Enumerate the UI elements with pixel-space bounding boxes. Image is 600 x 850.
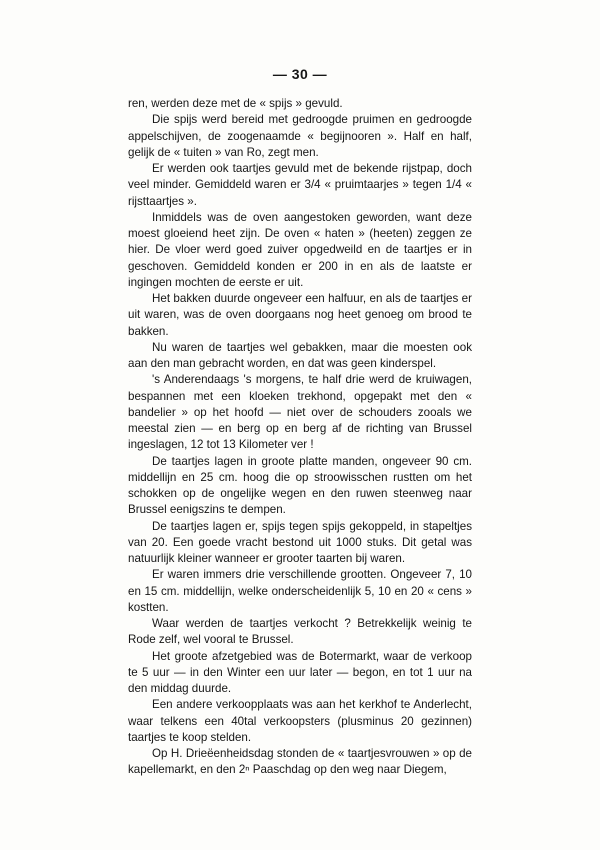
paragraph: Het groote afzetgebied was de Botermarkt, waar de verkoop te 5 uur — in den Winter een uur later — begon, en tot 1 uur na den middag duurde. (128, 649, 472, 695)
paragraph: 's Anderendaags 's morgens, te half drie werd de kruiwagen, bespannen met een kloeken trekhond, opgepakt met den « bandelier » op het hoofd — niet over de schouders zooals we meestal zien — en berg op en berg af de richting van Brussel ingeslagen, 12 tot 13 Kilometer ver ! (128, 373, 472, 452)
paragraph: Nu waren de taartjes wel gebakken, maar die moesten ook aan den man gebracht worden, en dat was geen kinderspel. (128, 340, 472, 370)
page-number: — 30 — (272, 66, 328, 82)
paragraph: De taartjes lagen in groote platte manden, ongeveer 90 cm. middellijn en 25 cm. hoog die op stroowisschen rustten om het schokken op de ongelijke wegen en den ruwen steenweg naar Brussel eenigszins te dempen. (128, 454, 472, 517)
paragraph: Op H. Drieëenheidsdag stonden de « taartjesvrouwen » op de kapellemarkt, en den 2ⁿ Paaschdag op den weg naar Diegem, (128, 747, 472, 777)
paragraph: Een andere verkoopplaats was aan het kerkhof te Anderlecht, waar telkens een 40tal verkoopsters (plusminus 20 gezinnen) taartjes te koop stelden. (128, 698, 472, 744)
paragraph: Die spijs werd bereid met gedroogde pruimen en gedroogde appelschijven, de zoogenaamde « begijnooren ». Half en half, gelijk de « tuiten » van Ro, zegt men. (128, 113, 472, 159)
text-body (128, 96, 472, 779)
paragraph: Waar werden de taartjes verkocht ? Betrekkelijk weinig te Rode zelf, wel vooral te Brussel. (128, 617, 472, 647)
paragraph: ren, werden deze met de « spijs » gevuld. (128, 97, 343, 110)
paragraph: Er waren immers drie verschillende grootten. Ongeveer 7, 10 en 15 cm. middellijn, welke onderscheidenlijk 5, 10 en 20 « cens » kostten. (128, 568, 472, 614)
paragraph: Het bakken duurde ongeveer een halfuur, en als de taartjes er uit waren, was de oven doorgaans nog heet genoeg om brood te bakken. (128, 292, 472, 338)
paragraph: De taartjes lagen er, spijs tegen spijs gekoppeld, in stapeltjes van 20. Een goede vracht bestond uit 1000 stuks. Dit getal was natuurlijk kleiner wanneer er grooter taarten bij waren. (128, 519, 472, 565)
paragraph: Inmiddels was de oven aangestoken geworden, want deze moest gloeiend heet zijn. De oven « haten » (heeten) zeggen ze hier. De vloer werd goed zuiver opgedweild en de taartjes er in geschoven. Gemiddeld konden er 200 in en als de laatste er ingingen mochten de eerste er uit. (128, 210, 472, 289)
paragraph: Er werden ook taartjes gevuld met de bekende rijstpap, doch veel minder. Gemiddeld waren er 3/4 « pruimtaarjes » tegen 1/4 « rijsttaartjes ». (128, 162, 472, 208)
